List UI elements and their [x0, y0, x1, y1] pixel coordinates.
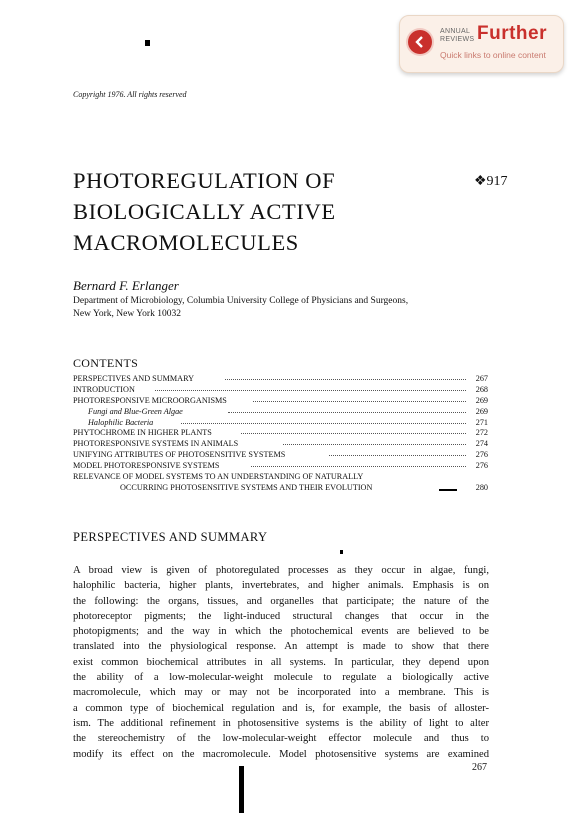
body-line: halophilic bacteria, higher plants, invertebrates, and higher animals. Emphasis is on [73, 580, 489, 592]
body-line: modify its effect on the macromolecule. Model photosensitive systems are examined [73, 748, 489, 760]
body-line: the following: the organs, tissues, and organelles that participate; the nature of the [73, 595, 489, 607]
annual-reviews-further-badge[interactable] [399, 15, 564, 73]
table-of-contents [73, 374, 488, 494]
body-line: the ability of a low-molecular-weight molecule to regulate a biologically active [73, 672, 489, 684]
body-line: photoreceptor pigments; the light-induced structural changes that occur in the [73, 610, 489, 622]
title-line: PHOTOREGULATION OF [73, 168, 336, 193]
badge-tagline: Quick links to online content [440, 50, 546, 60]
toc-entry[interactable]: OCCURRING PHOTOSENSITIVE SYSTEMS AND THEIR EVOLUTION 280 [120, 482, 488, 492]
toc-entry[interactable]: MODEL PHOTORESPONSIVE SYSTEMS 276 [73, 461, 488, 471]
toc-entry[interactable]: PHYTOCHROME IN HIGHER PLANTS 272 [73, 428, 488, 438]
toc-entry[interactable]: UNIFYING ATTRIBUTES OF PHOTOSENSITIVE SYSTEMS 276 [73, 450, 488, 460]
copyright-notice: Copyright 1976. All rights reserved [73, 90, 187, 99]
toc-entry[interactable]: PHOTORESPONSIVE MICROORGANISMS 269 [73, 395, 488, 405]
toc-entry[interactable]: INTRODUCTION 268 [73, 384, 488, 394]
toc-entry[interactable]: PERSPECTIVES AND SUMMARY 267 [73, 374, 488, 383]
page-number: 267 [472, 762, 487, 773]
badge-further-label: Further [477, 23, 547, 44]
body-line: translated into the physiological response. An attempt is made to show that there [73, 641, 489, 653]
title-line: MACROMOLECULES [73, 230, 299, 255]
article-code: ❖917 [474, 174, 508, 189]
body-line: a common type of biochemical regulation and is, for example, the basis of alloster- [73, 702, 489, 714]
title-line: BIOLOGICALLY ACTIVE [73, 199, 336, 224]
author-affiliation: Department of Microbiology, Columbia University College of Physicians and Surgeons, New York, New York 10032 [73, 296, 409, 319]
body-line: photopigments; and the way in which the photochemical events are believed to be [73, 626, 489, 638]
body-paragraph [73, 563, 489, 762]
body-line: exist common biochemical attributes in all systems. In particular, they depend upon [73, 656, 489, 668]
toc-entry[interactable]: Fungi and Blue-Green Algae 269 [88, 406, 488, 416]
arrow-left-icon [408, 30, 432, 54]
scan-mark-mid [340, 550, 343, 554]
body-line: the stereochemistry of the low-molecular-weight effector molecule and thus to [73, 733, 489, 745]
toc-leader-bar [439, 489, 457, 491]
toc-entry[interactable]: RELEVANCE OF MODEL SYSTEMS TO AN UNDERSTANDING OF NATURALLY [73, 472, 364, 482]
toc-entry[interactable]: Halophilic Bacteria 271 [88, 417, 488, 427]
body-line: ism. The additional refinement in photosensitive systems is the ability of light to alter [73, 717, 489, 729]
contents-heading: CONTENTS [73, 356, 139, 370]
scan-mark-bottom [239, 766, 244, 813]
section-heading: PERSPECTIVES AND SUMMARY [73, 530, 268, 544]
badge-annual-reviews: ANNUAL REVIEWS [440, 28, 475, 43]
scan-mark-top [145, 40, 150, 46]
author-name: Bernard F. Erlanger [73, 278, 179, 293]
body-line: A broad view is given of photoregulated processes as they occur in algae, fungi, [73, 565, 489, 576]
body-line: macromolecule, which may or may not be incorporated into a membrane. This is [73, 687, 489, 699]
article-title [73, 165, 336, 258]
toc-entry[interactable]: PHOTORESPONSIVE SYSTEMS IN ANIMALS 274 [73, 439, 488, 449]
